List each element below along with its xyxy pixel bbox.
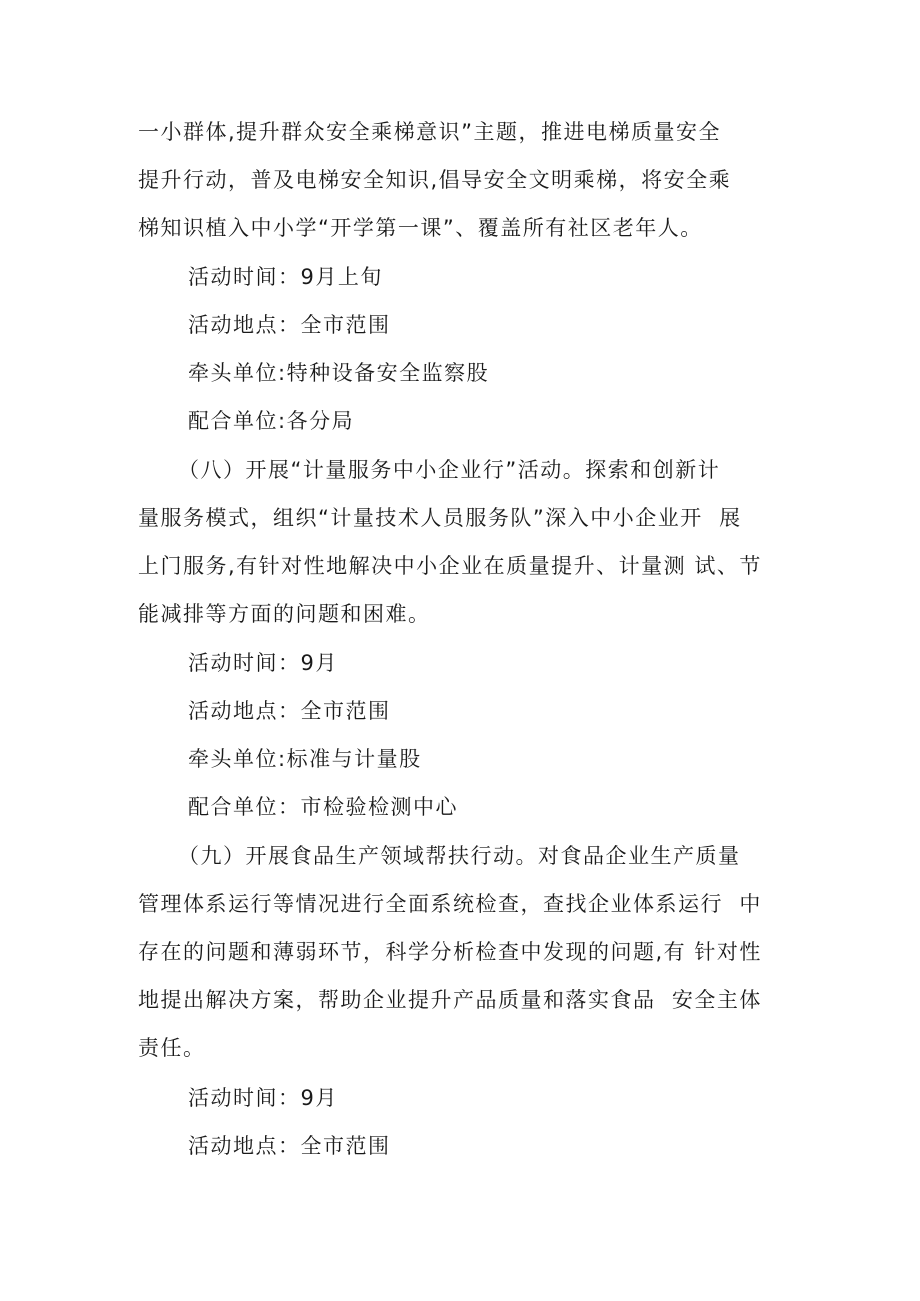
- paragraph-line: 管理体系运行等情况进行全面系统检查，查找企业体系运行 中: [138, 892, 762, 916]
- paragraph-line: 梯知识植入中小学“开学第一课”、覆盖所有社区老年人。: [138, 216, 703, 240]
- paragraph-line: 量服务模式，组织“计量技术人员服务队”深入中小企业开 展: [138, 506, 742, 530]
- section-heading-8: （八）开展“计量服务中小企业行”活动。探索和创新计: [178, 458, 721, 482]
- paragraph-line: 能减排等方面的问题和困难。: [138, 602, 431, 626]
- lead-unit: 牵头单位:特种设备安全监察股: [188, 361, 490, 385]
- cooperating-unit: 配合单位:各分局: [188, 409, 355, 433]
- activity-location: 活动地点：全市范围: [188, 313, 391, 337]
- activity-time: 活动时间：9月: [188, 651, 338, 675]
- paragraph-line: 提升行动，普及电梯安全知识,倡导安全文明乘梯，将安全乘: [138, 168, 732, 192]
- activity-time: 活动时间：9月上旬: [188, 265, 383, 289]
- paragraph-line: 存在的问题和薄弱环节，科学分析检查中发现的问题,有 针对性: [138, 940, 762, 964]
- section-heading-9: （九）开展食品生产领域帮扶行动。对食品企业生产质量: [178, 844, 741, 868]
- activity-time: 活动时间：9月: [188, 1086, 338, 1110]
- lead-unit: 牵头单位:标准与计量股: [188, 747, 422, 771]
- paragraph-line: 上门服务,有针对性地解决中小企业在质量提升、计量测 试、节: [138, 554, 762, 578]
- activity-location: 活动地点：全市范围: [188, 699, 391, 723]
- paragraph-line: 一小群体,提升群众安全乘梯意识”主题，推进电梯质量安全: [138, 120, 722, 144]
- activity-location: 活动地点：全市范围: [188, 1134, 391, 1158]
- paragraph-line: 责任。: [138, 1036, 206, 1060]
- cooperating-unit: 配合单位：市检验检测中心: [188, 795, 458, 819]
- paragraph-line: 地提出解决方案，帮助企业提升产品质量和落实食品 安全主体: [138, 988, 762, 1012]
